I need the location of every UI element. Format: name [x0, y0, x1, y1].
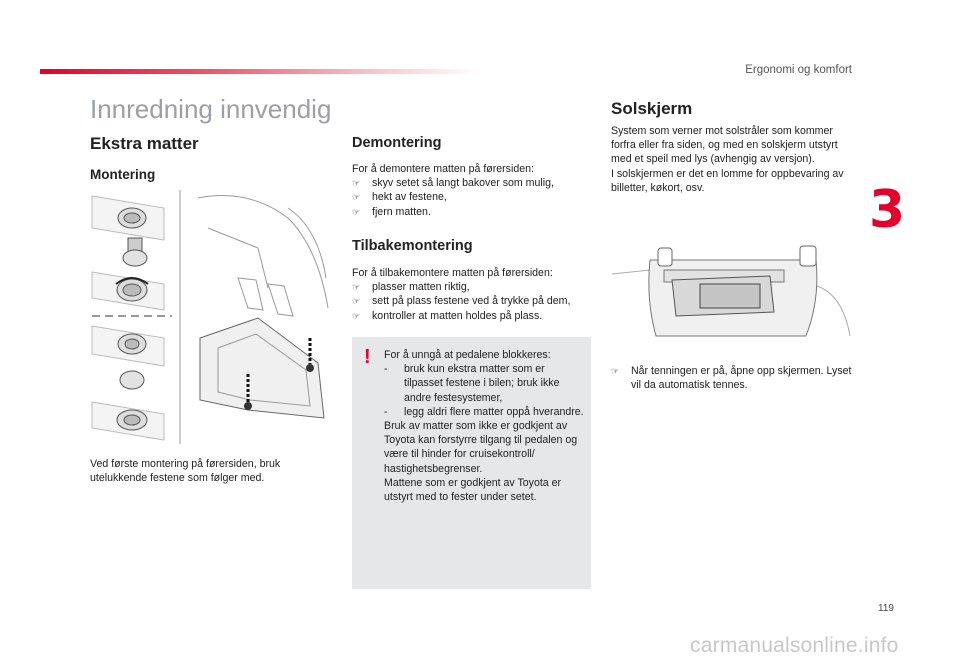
section-heading-extra-mats: Ekstra matter [90, 134, 199, 153]
list-item: ☞ plasser matten riktig, [352, 281, 470, 294]
list-item: ☞ sett på plass festene ved å trykke på dem, [352, 295, 571, 308]
list-item: - legg aldri flere matter oppå hverandre. [384, 405, 584, 418]
list-item: ☞ Når tenningen er på, åpne opp skjermen. Lyset vil da automatisk tennes. [611, 365, 852, 392]
warning-note-text [384, 348, 584, 504]
refit-steps [352, 280, 597, 323]
removal-intro: For å demontere matten på førersiden: [352, 163, 534, 175]
sun-visor-description [611, 124, 856, 195]
refit-block [352, 266, 597, 323]
heading-removal: Demontering [352, 135, 442, 151]
list-item: ☞ hekt av festene, [352, 191, 447, 204]
list-item: ☞ fjern matten. [352, 205, 431, 218]
arrow-bullet-icon: ☞ [352, 282, 361, 293]
removal-steps [352, 176, 592, 219]
list-item: ☞ skyv setet så langt bakover som mulig, [352, 177, 554, 190]
footwell-drawing [180, 190, 328, 444]
note-body: Bruk av matter som ikke er godkjent av Toyota kan forstyrre tilgang til pedalen og være til hinder for cruisekontroll/ hastighetsbegrenser. [384, 420, 578, 475]
floor-mat-fastener-illustration [88, 188, 332, 446]
chapter-title: Ergonomi og komfort [745, 64, 852, 76]
sun-visor-para2: I solskjermen er det en lomme for oppbevaring av billetter, køkort, osv. [611, 167, 844, 194]
fastener-panel-1 [92, 196, 164, 266]
arrow-bullet-icon: ☞ [352, 192, 361, 203]
arrow-bullet-icon: ☞ [611, 366, 620, 376]
arrow-bullet-icon: ☞ [352, 310, 361, 321]
subheading-mounting: Montering [90, 167, 156, 182]
heading-refit: Tilbakemontering [352, 238, 473, 254]
note-intro: For å unngå at pedalene blokkeres: [384, 349, 551, 361]
mounting-caption: Ved første montering på førersiden, bruk utelukkende festene som følger med. [90, 458, 281, 485]
section-heading-sun-visor: Solskjerm [611, 99, 693, 118]
chapter-number: 3 [869, 180, 906, 240]
page-number: 119 [878, 603, 894, 614]
sun-visor-step [611, 364, 856, 392]
arrow-bullet-icon: ☞ [352, 206, 361, 217]
fastener-panel-3 [92, 326, 164, 389]
note-footer: Mattene som er godkjent av Toyota er utstyrt med to fester under setet. [384, 476, 562, 504]
removal-block [352, 162, 592, 219]
header-accent-bar [40, 69, 480, 74]
warning-exclamation-icon: ! [364, 346, 371, 368]
sun-visor-para1: System som verner mot solstråler som kommer forfra eller fra siden, og med en solskjerm utstyrt med et speil med lys (avhengig av versjon). [611, 125, 838, 166]
sun-visor-illustration [610, 240, 856, 340]
arrow-bullet-icon: ☞ [352, 296, 361, 307]
list-item: - bruk kun ekstra matter som er tilpasset festene i bilen; bruk ikke andre festesystemer, [384, 363, 560, 404]
page-title: Innredning innvendig [90, 94, 332, 124]
note-list [384, 362, 584, 419]
fastener-panel-2 [92, 272, 164, 310]
arrow-bullet-icon: ☞ [352, 178, 361, 189]
fastener-panel-4 [92, 402, 164, 440]
site-watermark: carmanualsonline.info [690, 634, 899, 657]
list-item: ☞ kontroller at matten holdes på plass. [352, 309, 543, 322]
refit-intro: For å tilbakemontere matten på førersiden: [352, 267, 553, 279]
